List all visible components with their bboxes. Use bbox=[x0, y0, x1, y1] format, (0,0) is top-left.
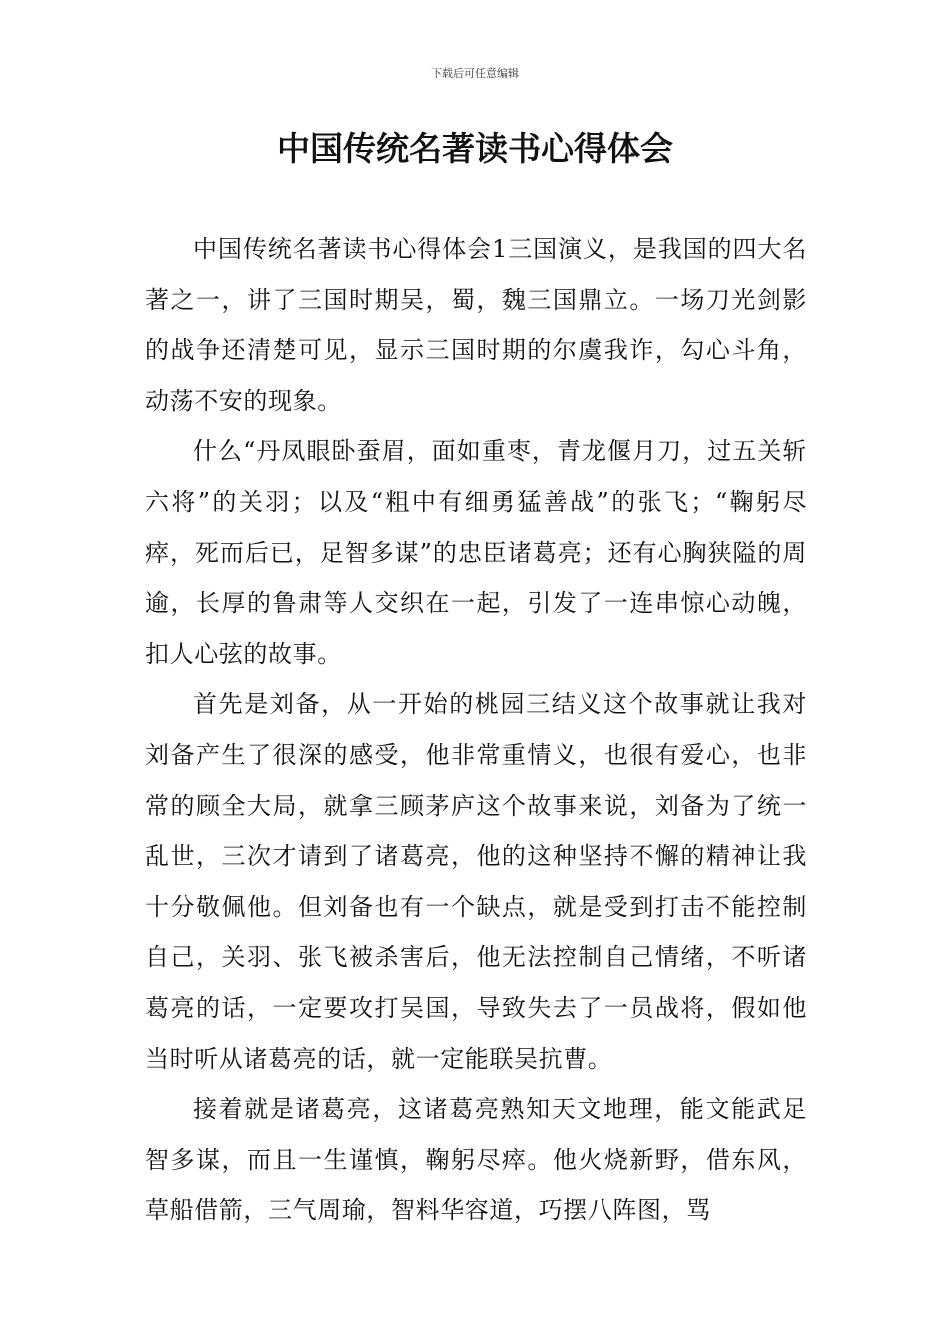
paragraph: 接着就是诸葛亮，这诸葛亮熟知天文地理，能文能武足智多谋，而且一生谨慎，鞠躬尽瘁。他火烧新野，借东风，草船借箭，三气周瑜，智料华容道，巧摆八阵图，骂 bbox=[145, 1095, 807, 1225]
document-title: 中国传统名著读书心得体会 bbox=[277, 129, 673, 168]
paragraph: 首先是刘备，从一开始的桃园三结义这个故事就让我对刘备产生了很深的感受，他非常重情义，也很有爱心，也非常的顾全大局，就拿三顾茅庐这个故事来说，刘备为了统一乱世，三次才请到了诸葛亮，他的这种坚持不懈的精神让我十分敬佩他。但刘备也有一个缺点，就是受到打击不能控制自己，关羽、张飞被杀害后，他无法控制自己情绪，不听诸葛亮的话，一定要攻打吴国，导致失去了一员战将，假如他当时听从诸葛亮的话，就一定能联吴抗曹。 bbox=[145, 690, 807, 1073]
header-note: 下载后可任意编辑 bbox=[431, 67, 519, 80]
document-body bbox=[145, 224, 807, 1236]
paragraph: 什么“丹凤眼卧蚕眉，面如重枣，青龙偃月刀，过五关斩六将”的关羽；以及“粗中有细勇猛善战”的张飞；“鞠躬尽瘁，死而后已，足智多谋”的忠臣诸葛亮；还有心胸狭隘的周逾，长厚的鲁肃等人交织在一起，引发了一连串惊心动魄，扣人心弦的故事。 bbox=[145, 437, 807, 668]
paragraph: 中国传统名著读书心得体会1三国演义，是我国的四大名著之一，讲了三国时期吴，蜀，魏三国鼎立。一场刀光剑影的战争还清楚可见，显示三国时期的尔虞我诈，勾心斗角，动荡不安的现象。 bbox=[145, 235, 807, 415]
